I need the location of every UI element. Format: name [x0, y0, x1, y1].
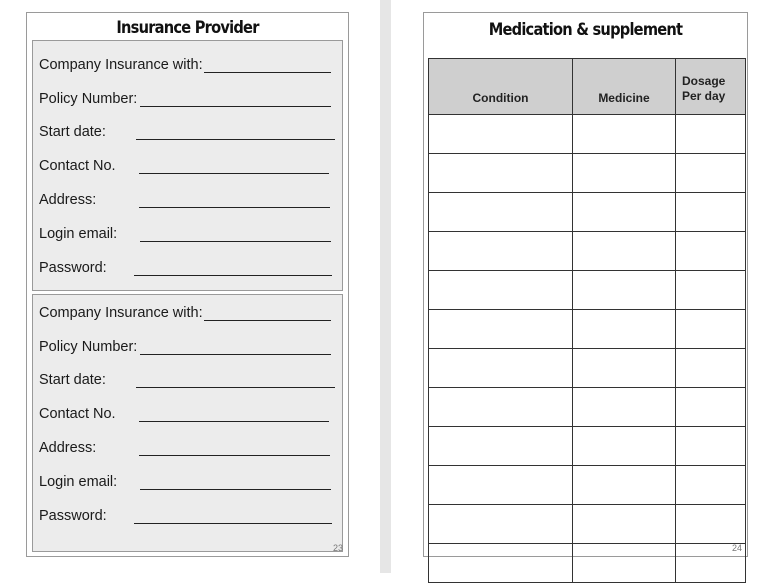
condition-cell[interactable] [429, 349, 573, 388]
password-line[interactable] [134, 275, 332, 276]
login-email-label: Login email: [39, 474, 118, 490]
insurance-block-2 [32, 294, 343, 552]
login-email-label: Login email: [39, 226, 118, 242]
table-row [429, 232, 746, 271]
medicine-cell[interactable] [573, 271, 676, 310]
contact-no-label: Contact No. [39, 406, 116, 422]
password-label: Password: [39, 260, 107, 276]
table-row [429, 466, 746, 505]
dosage-header [676, 59, 746, 115]
insurance-provider-page [26, 12, 349, 557]
policy-number-line[interactable] [140, 106, 331, 107]
medication-table [428, 58, 746, 583]
medicine-cell[interactable] [573, 544, 676, 583]
condition-cell[interactable] [429, 154, 573, 193]
dosage-cell[interactable] [676, 349, 746, 388]
login-email-line[interactable] [140, 241, 331, 242]
start-date-line[interactable] [136, 387, 335, 388]
medication-supplement-page [423, 12, 748, 557]
company-insurance-label: Company Insurance with: [39, 57, 203, 73]
dosage-cell[interactable] [676, 232, 746, 271]
dosage-cell[interactable] [676, 115, 746, 154]
company-insurance-line[interactable] [204, 72, 331, 73]
medicine-cell[interactable] [573, 115, 676, 154]
table-row [429, 544, 746, 583]
dosage-cell[interactable] [676, 154, 746, 193]
password-label: Password: [39, 508, 107, 524]
table-row [429, 505, 746, 544]
table-row [429, 115, 746, 154]
dosage-header-line1: Dosage [682, 74, 726, 88]
table-row [429, 193, 746, 232]
start-date-label: Start date: [39, 372, 106, 388]
contact-no-line[interactable] [139, 173, 329, 174]
contact-no-line[interactable] [139, 421, 329, 422]
page-title: Insurance Provider [116, 18, 259, 38]
dosage-cell[interactable] [676, 271, 746, 310]
policy-number-label: Policy Number: [39, 91, 138, 107]
page-number: 24 [731, 543, 742, 553]
dosage-cell[interactable] [676, 427, 746, 466]
table-row [429, 427, 746, 466]
dosage-header-line2: Per day [682, 89, 726, 103]
dosage-cell[interactable] [676, 310, 746, 349]
dosage-cell[interactable] [676, 466, 746, 505]
start-date-label: Start date: [39, 124, 106, 140]
condition-cell[interactable] [429, 271, 573, 310]
medication-table-body [429, 115, 746, 583]
dosage-cell[interactable] [676, 193, 746, 232]
policy-number-label: Policy Number: [39, 339, 138, 355]
medicine-cell[interactable] [573, 388, 676, 427]
medicine-header: Medicine [573, 59, 676, 115]
table-row [429, 271, 746, 310]
condition-cell[interactable] [429, 466, 573, 505]
start-date-line[interactable] [136, 139, 335, 140]
condition-cell[interactable] [429, 388, 573, 427]
medicine-cell[interactable] [573, 154, 676, 193]
address-label: Address: [39, 192, 97, 208]
page-number: 23 [332, 543, 343, 553]
insurance-block-1 [32, 40, 343, 291]
page-title: Medication & supplement [488, 20, 683, 40]
condition-header: Condition [429, 59, 573, 115]
medicine-cell[interactable] [573, 427, 676, 466]
condition-cell[interactable] [429, 115, 573, 154]
address-line[interactable] [139, 455, 330, 456]
dosage-cell[interactable] [676, 505, 746, 544]
password-line[interactable] [134, 523, 332, 524]
condition-cell[interactable] [429, 505, 573, 544]
condition-cell[interactable] [429, 232, 573, 271]
address-line[interactable] [139, 207, 330, 208]
company-insurance-label: Company Insurance with: [39, 305, 203, 321]
table-header-row [429, 59, 746, 115]
table-row [429, 310, 746, 349]
medicine-cell[interactable] [573, 349, 676, 388]
policy-number-line[interactable] [140, 354, 331, 355]
company-insurance-line[interactable] [204, 320, 331, 321]
medicine-cell[interactable] [573, 310, 676, 349]
medicine-cell[interactable] [573, 232, 676, 271]
page-gutter [380, 0, 391, 573]
condition-cell[interactable] [429, 193, 573, 232]
medicine-cell[interactable] [573, 466, 676, 505]
condition-cell[interactable] [429, 544, 573, 583]
contact-no-label: Contact No. [39, 158, 116, 174]
table-row [429, 349, 746, 388]
medicine-cell[interactable] [573, 505, 676, 544]
table-row [429, 388, 746, 427]
condition-cell[interactable] [429, 310, 573, 349]
dosage-cell[interactable] [676, 388, 746, 427]
address-label: Address: [39, 440, 97, 456]
condition-cell[interactable] [429, 427, 573, 466]
table-row [429, 154, 746, 193]
login-email-line[interactable] [140, 489, 331, 490]
medicine-cell[interactable] [573, 193, 676, 232]
